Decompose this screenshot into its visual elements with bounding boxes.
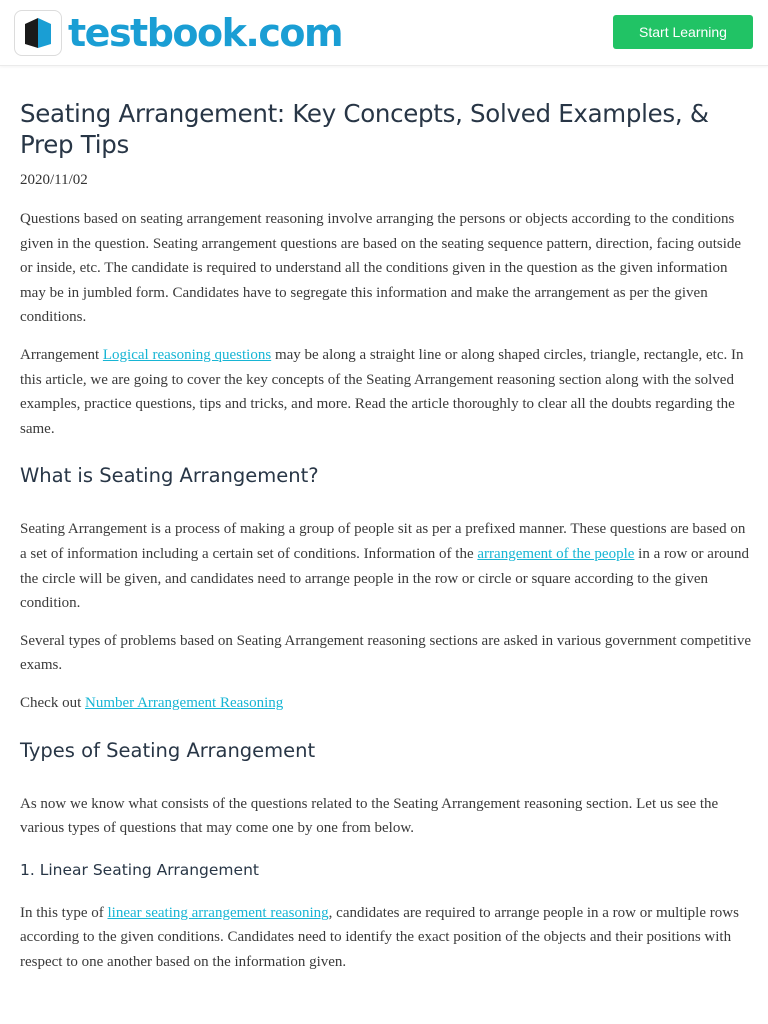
section-heading-types: Types of Seating Arrangement: [20, 738, 316, 762]
intro-paragraph-2: [20, 343, 752, 441]
section-heading-what-is: What is Seating Arrangement?: [20, 464, 319, 488]
article-date: 2020/11/02: [20, 172, 88, 188]
text: in a row or around the circle will be given, and candidates need to arrange people in the row or circle or square according to the given condition.: [20, 545, 749, 612]
text: may be along a straight line or along shaped circles, triangle, rectangle, etc. In this article, we are going to cover the key concepts of the Seating Arrangement reasoning section along with the solved examples, practice questions, tips and tricks, and more. Read the article thoroughly to clear all the doubts regarding the same.: [20, 346, 744, 437]
article-title: Seating Arrangement: Key Concepts, Solved Examples, & Prep Tips: [20, 99, 709, 159]
text: Seating Arrangement is a process of making a group of people sit as per a prefixed manner. These questions are based on a set of information including a certain set of conditions. Information of the: [20, 521, 746, 562]
text: Arrangement: [20, 346, 103, 363]
text: Check out: [20, 694, 85, 711]
site-header: [0, 0, 768, 66]
logical-reasoning-questions-link[interactable]: Logical reasoning questions: [102, 346, 272, 363]
site-logo[interactable]: [14, 10, 342, 56]
start-learning-button[interactable]: Start Learning: [613, 15, 753, 49]
article: [20, 98, 752, 987]
text: In this type of: [20, 904, 108, 921]
text: , candidates are required to arrange people in a row or multiple rows according to the given conditions. Candidates need to identify the exact position of the objects and their positions with respect to one another based on the information given.: [20, 904, 739, 970]
number-arrangement-reasoning-link[interactable]: Number Arrangement Reasoning: [85, 694, 284, 711]
intro-paragraph-1: Questions based on seating arrangement reasoning involve arranging the persons or objects according to the conditions given in the question. Seating arrangement questions are based on the seating sequence pattern, direction, facing outside or inside, etc. The candidate is required to understand all the conditions given in the question as the given information may be in jumbled form. Candidates have to segregate this information and make the arrangement as per the given conditions.: [20, 211, 742, 326]
testbook-logo-icon: [14, 10, 62, 56]
arrangement-of-the-people-link[interactable]: arrangement of the people: [477, 545, 635, 562]
section1-paragraph-1: [20, 517, 752, 615]
section1-paragraph-3: [20, 691, 752, 716]
linear-seating-arrangement-link[interactable]: linear seating arrangement reasoning: [107, 904, 329, 921]
logo-text: testbook.com: [68, 11, 343, 55]
section2-paragraph-1: As now we know what consists of the questions related to the Seating Arrangement reasoning section. Let us see the various types of questions that may come one by one from below.: [20, 795, 719, 837]
subheading-linear: 1. Linear Seating Arrangement: [20, 860, 259, 879]
section1-paragraph-2: Several types of problems based on Seating Arrangement reasoning sections are asked in various government competitive exams.: [20, 632, 752, 674]
section2-paragraph-2: [20, 901, 752, 975]
